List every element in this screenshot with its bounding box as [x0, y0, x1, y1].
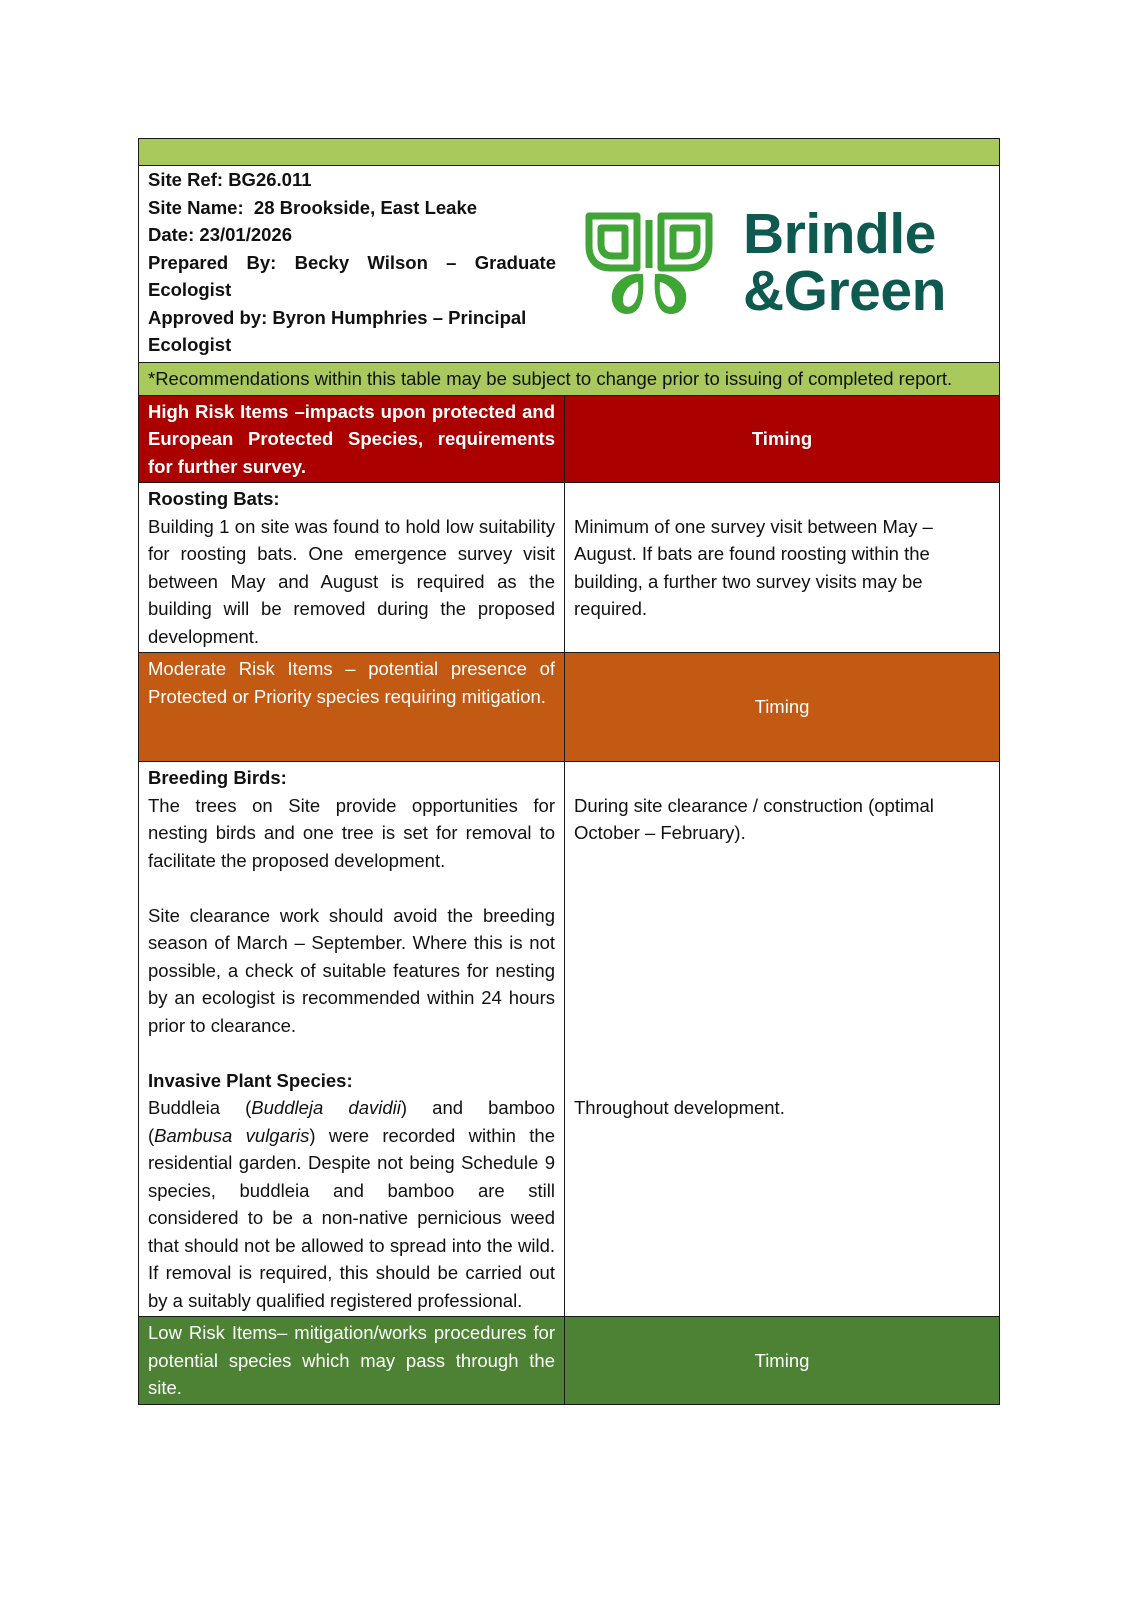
invasive-species-timing: Throughout development.	[574, 1096, 785, 1118]
disclaimer-note: *Recommendations within this table may be subject to change prior to issuing of completed report.	[148, 368, 953, 389]
low-risk-timing-label: Timing	[754, 1349, 810, 1371]
low-risk-heading: Low Risk Items– mitigation/works procedures for potential species which may pass through the site.	[139, 1317, 565, 1404]
recommendations-table	[138, 138, 1000, 1405]
moderate-risk-heading: Moderate Risk Items – potential presence of Protected or Priority species requiring mitigation.	[139, 653, 565, 761]
breeding-birds-timing: During site clearance / construction (optimal October – February).	[574, 794, 934, 843]
invasive-species-title: Invasive Plant Species:	[148, 1069, 353, 1091]
moderate-risk-items-row	[139, 761, 999, 1316]
brand-logo	[565, 166, 999, 362]
breeding-birds-text-2: Site clearance work should avoid the breeding season of March – September. Where this is not possible, a check of suitable features for nesting by an ecologist is recommended within 24 hours prior to clearance.	[148, 904, 555, 1036]
prepared-by: Prepared By: Becky Wilson – Graduate Ecologist	[148, 251, 556, 300]
roosting-bats-timing	[565, 483, 999, 652]
roosting-bats-detail	[139, 483, 565, 652]
high-risk-heading: High Risk Items –impacts upon protected and European Protected Species, requirements for further survey.	[139, 396, 565, 483]
breeding-birds-text-1: The trees on Site provide opportunities for nesting birds and one tree is set for removal to facilitate the proposed development.	[148, 794, 555, 871]
low-risk-header	[139, 1316, 999, 1404]
roosting-bats-timing-text: Minimum of one survey visit between May – August. If bats are found roosting within the building, a further two survey visits may be required.	[574, 515, 933, 619]
invasive-species-text: Buddleia (Buddleja davidii) and bamboo (Bambusa vulgaris) were recorded within the residential garden. Despite not being Schedule 9 species, buddleia and bamboo are still considered to be a non-native pernicious weed that should not be allowed to spread into the wild. If removal is required, this should be carried out by a suitably qualified registered professional.	[148, 1097, 555, 1311]
site-details	[139, 166, 565, 362]
moderate-risk-header	[139, 652, 999, 761]
high-risk-header	[139, 395, 999, 483]
site-ref: Site Ref: BG26.011	[148, 169, 312, 190]
approved-by: Approved by: Byron Humphries – Principal Ecologist	[148, 306, 527, 355]
moderate-risk-timing-label: Timing	[754, 696, 810, 718]
moderate-risk-timing	[565, 762, 999, 1316]
high-risk-timing-label: Timing	[751, 428, 813, 449]
roosting-bats-title: Roosting Bats:	[148, 488, 280, 509]
top-green-band	[139, 139, 999, 165]
butterfly-logo-icon	[581, 210, 717, 320]
disclaimer-row	[139, 362, 999, 395]
roosting-bats-text: Building 1 on site was found to hold low suitability for roosting bats. One emergence survey visit between May and August is required as the building will be removed during the proposed development.	[148, 515, 555, 647]
report-date: Date: 23/01/2026	[148, 224, 292, 245]
site-name: Site Name: 28 Brookside, East Leake	[148, 196, 478, 218]
brand-wordmark	[743, 202, 946, 323]
breeding-birds-title: Breeding Birds:	[148, 767, 287, 788]
brand-line-1: Brindle	[743, 202, 936, 266]
brand-line-2: &Green	[743, 259, 946, 323]
roosting-bats-row	[139, 482, 999, 652]
moderate-risk-detail	[139, 762, 565, 1316]
header-row	[139, 165, 999, 362]
